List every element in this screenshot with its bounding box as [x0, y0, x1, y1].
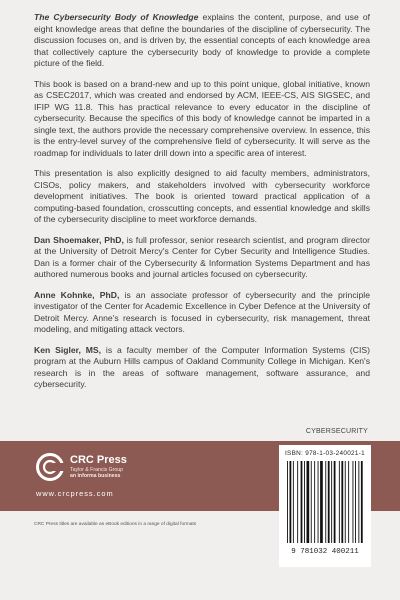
category-label: CYBERSECURITY — [305, 428, 368, 435]
publisher-group-name: Taylor & Francis Group — [70, 467, 124, 473]
author-name: Ken Sigler, MS, — [34, 344, 102, 355]
intro-text: explains the content, purpose, and use of eight knowledge areas that define the boundaries of the discipline of cybersecurity. The discussion focuses on, and is driven by, the essential concepts of each knowledge area that collectively capture the cybersecurity body of knowledge to provide a complete picture of the field. — [34, 12, 370, 68]
author-bio-text: is full professor, senior research scientist, and program director at the University of Detroit Mercy's Center for Cyber Security and Intelligence Studies. Dan is a former chair of the Cybersecurity & Information Systems Department and has authored numerous books and journal articles focused on cybersecurity. — [34, 234, 370, 279]
author-name: Anne Kohnke, PhD, — [34, 289, 120, 300]
barcode-icon — [287, 461, 363, 543]
publisher-group — [70, 467, 123, 479]
paragraph-audience: This presentation is also explicitly designed to aid faculty members, administrators, CISOs, policy makers, and stakeholders involved with cybersecurity workforce development initiatives. The book is oriented toward practical application of a computing-based foundation, crosscutting concepts, and essential knowledge and skills of the cybersecurity discipline to meet workforce demands. — [34, 168, 370, 224]
isbn-label: ISBN: 978-1-03-240021-1 — [284, 450, 366, 457]
ebook-footnote: CRC Press titles are available as eBook editions in a range of digital formats — [34, 522, 197, 527]
back-cover-text — [34, 12, 370, 400]
publisher-name: CRC Press — [70, 454, 127, 466]
author-name: Dan Shoemaker, PhD, — [34, 234, 124, 245]
author-bio-text: is an associate professor of cybersecurity and the principle investigator of the Center for Academic Excellence in Cyber Defence at the University of Detroit Mercy. Anne's research is focused in cybersecurity, risk management, threat modeling, and mitigating attack vectors. — [34, 289, 370, 334]
paragraph-intro — [34, 12, 370, 70]
barcode-panel — [279, 445, 371, 567]
author-bio-shoemaker — [34, 235, 370, 281]
book-title: The Cybersecurity Body of Knowledge — [34, 12, 199, 22]
paragraph-initiative: This book is based on a brand-new and up to this point unique, global initiative, known as CSEC2017, which was created and endorsed by ACM, IEEE-CS, AIS SIGSEC, and IFIP WG 11.8. This has practical relevance to every educator in the discipline of cybersecurity. Because the specifics of this body of knowledge cannot be imparted in a single text, the authors provide the necessary comprehensive overview. In essence, this is the entry-level survey of the comprehensive field of cybersecurity. It will serve as the roadmap for individuals to later drill down into a specific area of interest. — [34, 78, 370, 158]
crc-logo-icon — [36, 453, 64, 481]
author-bio-sigler — [34, 345, 370, 391]
publisher-imprint: an informa business — [70, 473, 121, 480]
barcode-number: 9 781032 400211 — [291, 548, 359, 556]
author-bio-kohnke — [34, 290, 370, 336]
author-bio-text: is a faculty member of the Computer Information Systems (CIS) program at the Auburn Hills campus of Oakland Community College in Michigan. Ken's research is in the areas of software management, software assurance, and cybersecurity. — [34, 344, 370, 389]
publisher-url: www.crcpress.com — [36, 489, 114, 498]
